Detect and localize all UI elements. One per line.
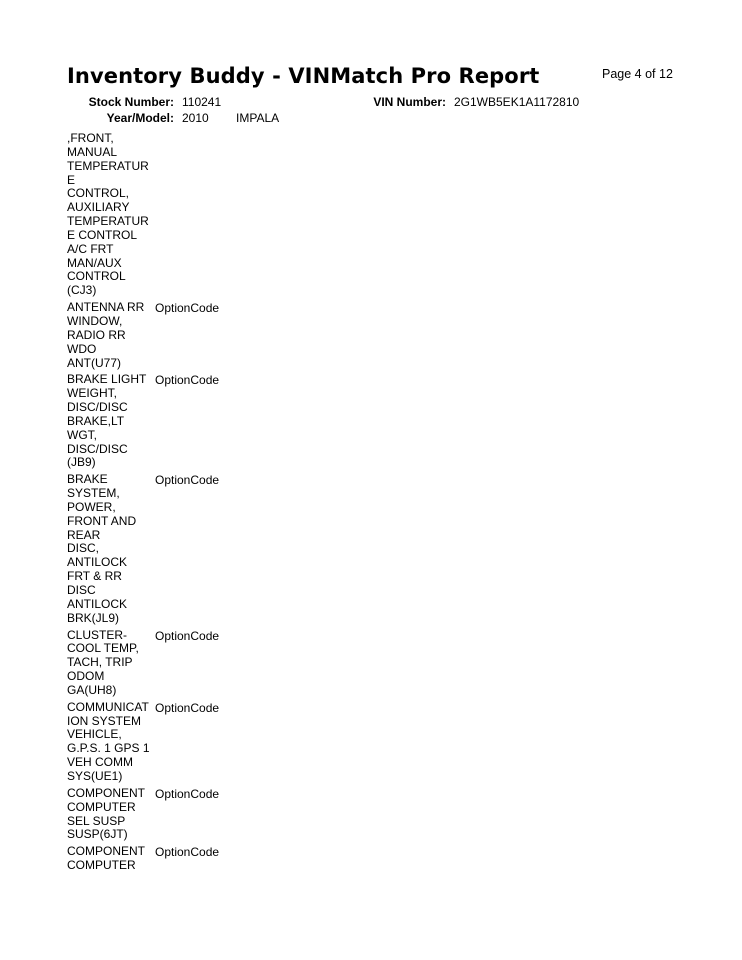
option-type: OptionCode: [155, 473, 220, 488]
option-type: OptionCode: [155, 628, 220, 643]
option-row: [67, 845, 307, 873]
option-row: [67, 787, 307, 842]
option-row: [67, 629, 307, 698]
option-type: OptionCode: [155, 373, 220, 388]
option-type: OptionCode: [155, 301, 220, 316]
vin-number-label: VIN Number:: [373, 95, 446, 109]
option-type: OptionCode: [155, 786, 220, 801]
option-description: COMPONENT COMPUTER SEL SUSP SUSP(6JT): [67, 785, 145, 842]
option-row: [67, 701, 307, 784]
option-description: COMMUNICAT ION SYSTEM VEHICLE, G.P.S. 1 GPS 1 VEH COMM SYS(UE1): [67, 699, 150, 783]
option-description: COMPONENT COMPUTER: [67, 844, 145, 873]
option-row: [67, 373, 307, 470]
option-row: [67, 132, 307, 298]
page-number: Page 4 of 12: [602, 67, 673, 81]
option-row: [67, 473, 307, 625]
option-description: BRAKE LIGHT WEIGHT, DISC/DISC BRAKE,LT WGT, DISC/DISC (JB9): [67, 372, 147, 470]
option-description: ANTENNA RR WINDOW, RADIO RR WDO ANT(U77): [67, 300, 145, 370]
stock-number-value: 110241: [182, 95, 222, 109]
option-type: OptionCode: [155, 700, 220, 715]
option-list: [67, 132, 307, 876]
option-description: ,FRONT, MANUAL TEMPERATUR E CONTROL, AUXILIARY TEMPERATUR E CONTROL A/C FRT MAN/AUX CONTROL (CJ3): [67, 131, 149, 298]
vin-number-value: 2G1WB5EK1A1172810: [454, 95, 580, 109]
report-title: Inventory Buddy - VINMatch Pro Report: [67, 64, 540, 88]
option-description: BRAKE SYSTEM, POWER, FRONT AND REAR DISC, ANTILOCK FRT & RR DISC ANTILOCK BRK(JL9): [67, 472, 137, 625]
year-model-label: Year/Model:: [106, 111, 174, 125]
option-description: CLUSTER- COOL TEMP, TACH, TRIP ODOM GA(UH8): [67, 627, 139, 697]
model-value: IMPALA: [236, 111, 280, 125]
stock-number-label: Stock Number:: [88, 95, 174, 109]
option-row: [67, 301, 307, 370]
option-type: OptionCode: [155, 845, 220, 860]
year-value: 2010: [182, 111, 209, 125]
